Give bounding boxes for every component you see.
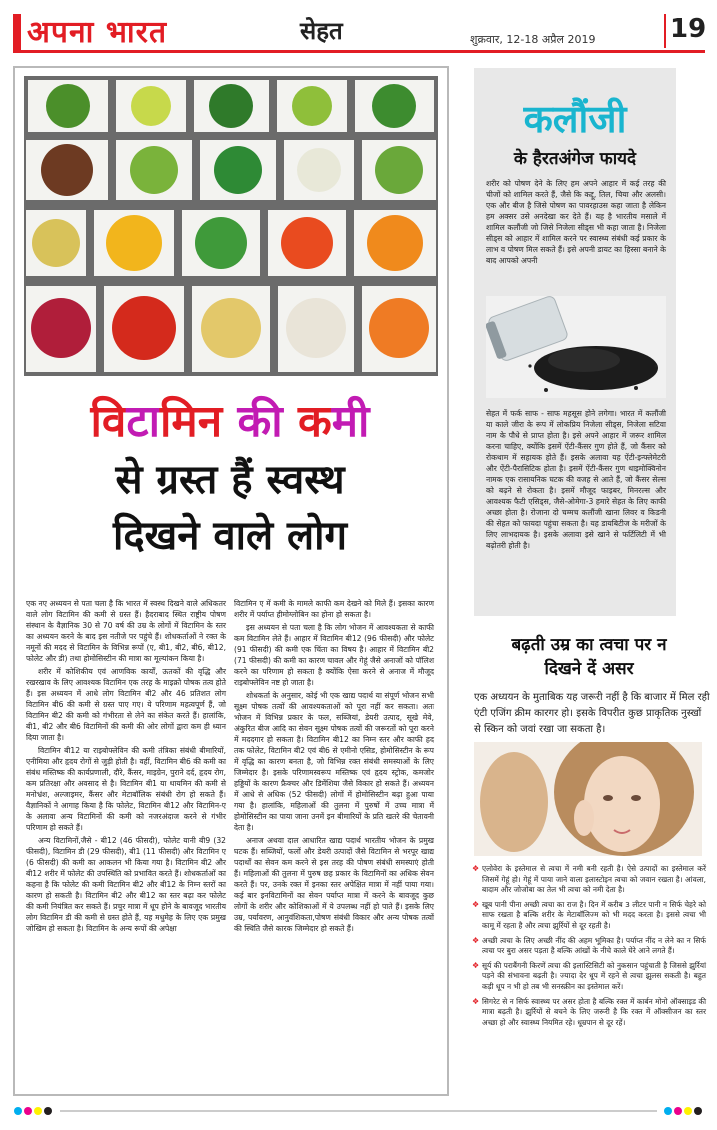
kalonji-subtitle: के हैरतअंगेज फायदे (513, 149, 637, 169)
article-paragraph: एक नए अध्ययन से पता चला है कि भारत में स्वस्थ दिखने वाले अधिकतर वाले लोग विटामिन की कमी से ग्रस्त हैं। हैदराबाद स्थित राष्ट्रीय पोषण संस्थान के वैज्ञानिक 30 से 70 वर्ष की उम्र के लोगों में विटामिन के स्तर का अध्ययन करने के बाद इस नतीजे पर पहुंचे हैं। शोधकर्ताओं ने रक्त के नमूनों की मदद से विटामिन के विभिन्न रूपों (ए, बी1, बी2, बी6, बी12, फोलेट और डी) तथा होमोसिस्टीन की मात्रा का मूल्यांकन किया है। (26, 599, 226, 663)
skin-tips-list (472, 864, 706, 1032)
headline-segment: वि (90, 396, 127, 447)
article-paragraph: शोधकर्ता के अनुसार, कोई भी एक खाद्य पदार्थ या संपूर्ण भोजन सभी सूक्ष्म पोषक तत्वों की आवश्यकताओं को पूरा नहीं कर सकता। अतः भोजन में विभिन्न प्रकार के फल, सब्जियां, डेयरी उत्पाद, सूखे मेवे, अंकुरित बीज आदि का सेवन सूक्ष्म पोषक तत्वों की जरूरतों को पूरा करने में मददगार हो सकता है। विटामिन बी12 का निम्न स्तर और काफी हद तक फोलेट, विटामिन बी2 एवं बी6 से एमीनो एसिड, होमोसिस्टीन के रूप में वृद्धि का कारण बनता है, जो विभिन्न रक्त संबंधी समस्याओं के लिए जिम्मेदार है। इसके परिणामस्वरूप मस्तिष्क एवं हृदय स्ट्रोक, कमजोर हड्डियों के कारण फ्रैक्चर और डिमेंशिया जैसे विकार हो सकते हैं। अध्ययन में आधे से अधिक (52 फीसदी) लोगों में होमोसिस्टीन बढ़ा हुआ पाया गया है। हालांकि, महिलाओं की तुलना में पुरुषों में उच्च मात्रा में होमोसिस्टीन का पाया जाना उनमें इन बीमारियों के प्रति खतरे की चेतावनी देता है। (234, 691, 434, 832)
registration-dot (44, 1107, 52, 1115)
registration-dot (24, 1107, 32, 1115)
kalonji-paragraph-2: सेहत में फर्क साफ - साफ महसूस होने लगेगा। भारत में कलौंजी या काले जीरा के रूप में लोकप्रिय निजेला सीड्स, निजेला सटिवा नाम के पौधे से प्राप्त होता है। इसे अपने आहार में जरूर शामिल करना चाहिए, क्योंकि इसमें ऐंटी-कैंसर गुण होते हैं, जो कैंसर को रोकथाम में सहायक होते हैं। इसके अलावा यह ऐंटी-इन्फ्लेमेटरी और ऐंटी-पैरासिटिक होता है। इसमें ऐंटी-कैंसर गुण थाइमोक्विनोन नामक एक रासायनिक घटक की वजह से आते हैं, जो कैंसर सेल्स को बढ़ने से रोकता है। इसमें मौजूद फाइबर, मिनरल्स और आवश्यक फैटी एसिड्स, जैसे-ओमेगा-3 हमारे सेहत के लिए काफी अच्छा होता है। रोजाना दो चम्मच कलौंजी खाना लिवर व किडनी की सेहत को फायदा पहुंचा सकता है। यह डायबिटीज के मरीजों के लिए लाभदायक है। इसके अलावा इसे खाने से फर्टिलिटी में भी बढ़ोतरी होती है। (486, 409, 666, 550)
registration-dot (664, 1107, 672, 1115)
bowls-row-2 (26, 140, 436, 200)
kalonji-title: कलौंजी (523, 97, 627, 141)
section-title: सेहत (300, 16, 343, 45)
article-paragraph: इस अध्ययन से पता चला है कि लोग भोजन में आवश्यकता से काफी कम विटामिन लेते हैं। आहार में विटामिन बी12 (96 फीसदी) और फोलेट (91 फीसदी) की कमी एक चिंता का विषय है। आहार में विटामिन बी2 (71 फीसदी) की कमी का कारण चावल और गेहूं जैसे अनाजों को पॉलिश करने का परिणाम हो सकता है क्योंकि ऐसा करने से अनाज में मौजूद राइबोफ्लेविन नष्ट हो जाता है। (234, 623, 434, 687)
masthead-accent-bar (13, 14, 21, 50)
headline-segment: मि (159, 396, 198, 447)
page-number: 19 (670, 14, 707, 44)
main-article-column-2 (234, 598, 434, 934)
footer-rule (60, 1110, 657, 1112)
article-paragraph: शरीर में कोशिकीय एवं आणविक कार्यों, ऊतकों की वृद्धि और रखरखाव के लिए आवश्यक विटामिन एक तरह के माइक्रो पोषक तत्व होते हैं। इस अध्ययन में आधे लोग विटामिन बी2 और 46 प्रतिशत लोग विटामिन बी6 की कमी से ग्रस्त पाए गए। ये परिणाम महत्वपूर्ण हैं, जो विटामिन बी2 की कमी को गंभीरता से लेने का संकेत करते हैं। हालांकि, बी1, बी2 और बी6 विटामिनों की कमी की ओर लोगों द्वारा कम ही ध्यान दिया जाता है। (26, 667, 226, 742)
skin-headline-line1: बढ़ती उम्र का त्वचा पर न (511, 635, 667, 655)
page-number-divider (664, 14, 666, 48)
article-paragraph: विटामिन बी12 या राइबोफ्लेविन की कमी तंत्रिका संबंधी बीमारियों, एनीमिया और हृदय रोगों से जुड़ी होती है। वहीं, विटामिन बी6 की कमी का संबंध मस्तिष्क की कार्यप्रणाली, दौरे, कैंसर, माइग्रेन, पुराने दर्द, हृदय रोग, कम प्रतिरक्षा और अवसाद से है। विटामिन बी1 या थायमिन की कमी से मनोभ्रंश, अल्जाइमर, कैंसर और मेटाबॉलिक संबंधी रोग हो सकते हैं। वैज्ञानिकों ने आगाह किया है कि फोलेट, विटामिन बी12 और विटामिन-ए के अलावा अन्य विटामिनों की कमी को नजरअंदाज करने से गंभीर परिणाम हो सकते हैं। (26, 746, 226, 832)
main-article-column-1 (26, 598, 226, 934)
registration-dot (34, 1107, 42, 1115)
list-item: ❖ सिगरेट से न सिर्फ स्वास्थ्य पर असर होता है बल्कि रक्त में कार्बन मोनो ऑक्साइड की मात्रा बढ़ती है। झुर्रियों से बचने के लिए जरूरी है कि रक्त में ऑक्सीजन का स्तर अच्छा हो और स्वास्थ्य नियमित रहे। धूम्रपान से दूर रहें। (472, 997, 706, 1029)
article-paragraph: विटामिन ए में कमी के मामले काफी कम देखने को मिले हैं। इसका कारण शरीर में पर्याप्त हीमोग्लोबिन का होना हो सकता है। (234, 599, 434, 619)
masthead-title: अपना भारत (27, 15, 168, 50)
registration-dot (674, 1107, 682, 1115)
issue-date: शुक्रवार, 12-18 अप्रैल 2019 (470, 33, 596, 46)
page-footer (0, 1104, 717, 1118)
article-paragraph: अन्य विटामिनों,जैसे - बी12 (46 फीसदी), फोलेट यानी बी9 (32 फीसदी), विटामिन डी (29 फीसदी), बी1 (11 फीसदी) और विटामिन ए (6 फीसदी) की कमी का आकलन भी किया गया है। विटामिन बी2 और बी12 शरीर में फोलेट की उपस्थिति को प्रभावित करते हैं। शोधकर्ताओं का कहना है कि फोलेट की कमी विटामिन बी2 और बी12 के निम्न स्तरों का कारण हो सकती है। विटामिन बी2 और बी12 का स्तर बढ़ा कर फोलेट की कमी नियंत्रित कर सकते हैं। प्रचुर मात्रा में धूप होने के बावजूद भारतीय लोग विटामिन डी की कमी से ग्रस्त होते हैं, यह मधुमेह के लिए एक प्रमुख जोखिम हो सकता है। विटामिन के अन्य रूपों की अपेक्षा (26, 836, 226, 933)
list-item: ❖ एलोवेरा के इस्तेमाल से त्वचा में नमी बनी रहती है। ऐसे उत्पादों का इस्तेमाल करें जिसमें गेहूं हो। गेहूं में पाया जाने वाला इलास्टोइन त्वचा को जवान रखता है। आंवला, बादाम और जोजोबा का तेल भी त्वचा को नमी देता है। (472, 864, 706, 896)
headline-segment: टा (126, 396, 160, 447)
headline-segment: क (297, 396, 332, 447)
vegetable-bowls-photo (24, 76, 438, 376)
bowls-row-4 (26, 286, 436, 372)
list-item: ❖ अच्छी त्वचा के लिए अच्छी नींद की अहम भूमिका है। पर्याप्त नींद न लेने का न सिर्फ त्वचा पर बुरा असर पड़ता है बल्कि आंखों के नीचे काले घेरे आने लगते हैं। (472, 936, 706, 957)
registration-dot (684, 1107, 692, 1115)
main-headline-line3: दिखने वाले लोग (112, 513, 348, 559)
headline-segment: की (237, 396, 298, 447)
skin-headline-line2: दिखने दें असर (544, 659, 634, 679)
woman-face-illustration (474, 742, 702, 856)
vegetable-bowls-illustration (24, 76, 438, 376)
bowls-row-1 (28, 80, 434, 132)
main-headline-line2: से ग्रस्त हैं स्वस्थ (115, 457, 345, 503)
list-item: ❖ खूब पानी पीना अच्छी त्वचा का राज है। दिन में करीब 3 लीटर पानी न सिर्फ चेहरे को साफ रखता है बल्कि शरीर के मेटाबॉलिज्म को भी मदद करता है। इससे त्वचा भी कामू में रहता है और त्वचा झुर्रियों से दूर रहती है। (472, 900, 706, 932)
kalonji-seeds-photo (486, 296, 666, 398)
seeds-jar-illustration (486, 296, 666, 398)
registration-dot (14, 1107, 22, 1115)
kalonji-paragraph-1: शरीर को पोषण देने के लिए हम अपने आहार में कई तरह की चीजों को शामिल करते हैं, जैसे कि कद्दू, तिल, चिया और अलसी। एक और बीज है जिसे पोषण का पावरहाउस कहा जाता है लेकिन हम अक्सर उसे अनदेखा कर देते हैं। यह है भारतीय मसाले में शामिल कलौंजी जो जिसे निजेला सीड्स भी कहा जाता है। निजेला सीड्स को आहार में शामिल करने पर स्वास्थ्य संबंधी कई प्रकार के लाभ व पोषण मिल सकते हैं। इसे अपनी डायट का हिस्सा बनाने के बाद आपको अपनी (486, 179, 666, 265)
main-headline-colored (40, 392, 420, 452)
skin-lead-text: एक अध्ययन के मुताबिक यह जरूरी नहीं है कि बाजार में मिल रही एंटी एजिंग क्रीम कारगर हो। इसके विपरीत कुछ प्राकृतिक नुस्खों से स्किन को जवां रखा जा सकता है। (474, 692, 710, 735)
woman-skincare-photo (474, 742, 702, 856)
registration-dot (694, 1107, 702, 1115)
article-paragraph: अनाज अथवा दाल आधारित खाद्य पदार्थ भारतीय भोजन के प्रमुख घटक हैं। सब्जियों, फलों और डेयरी उत्पादों जैसे विटामिन से भरपूर खाद्य पदार्थों का सेवन कम करने से इस तरह की पोषण संबंधी समस्याएं होती हैं। महिलाओं की तुलना में पुरुष छह प्रकार के विटामिनों का अधिक सेवन करते हैं। पर, उनके रक्त में इनका स्तर अपेक्षित मात्रा में नहीं पाया गया। कई बार इनविटामिनों का सेवन पर्याप्त मात्रा में करने के बावजूद कुछ लोगों के शरीर और कोशिकाओं में ये उपलब्ध नहीं हो पाते हैं। इसके लिए उम्र, पर्यावरण, आनुवंशिकता,पोषण संबंधी विकार और अन्य पोषक तत्वों की स्थिति जैसे कारक जिम्मेदार हो सकते हैं। (234, 836, 434, 933)
headline-segment: न (197, 396, 238, 447)
headline-segment: मी (331, 396, 370, 447)
header-rule (13, 50, 705, 53)
list-item: ❖ सूर्य की पराबैंगनी किरणें त्वचा की इलास्टिसिटी को नुकसान पहुंचाती है जिससे झुर्रियां पड़ने की संभावना बढ़ती है। ज्यादा देर धूप में रहने से त्वचा झुलस सकती है। बहुत कड़ी धूप न भी हो तब भी सनस्क्रीन का इस्तेमाल करें। (472, 961, 706, 993)
